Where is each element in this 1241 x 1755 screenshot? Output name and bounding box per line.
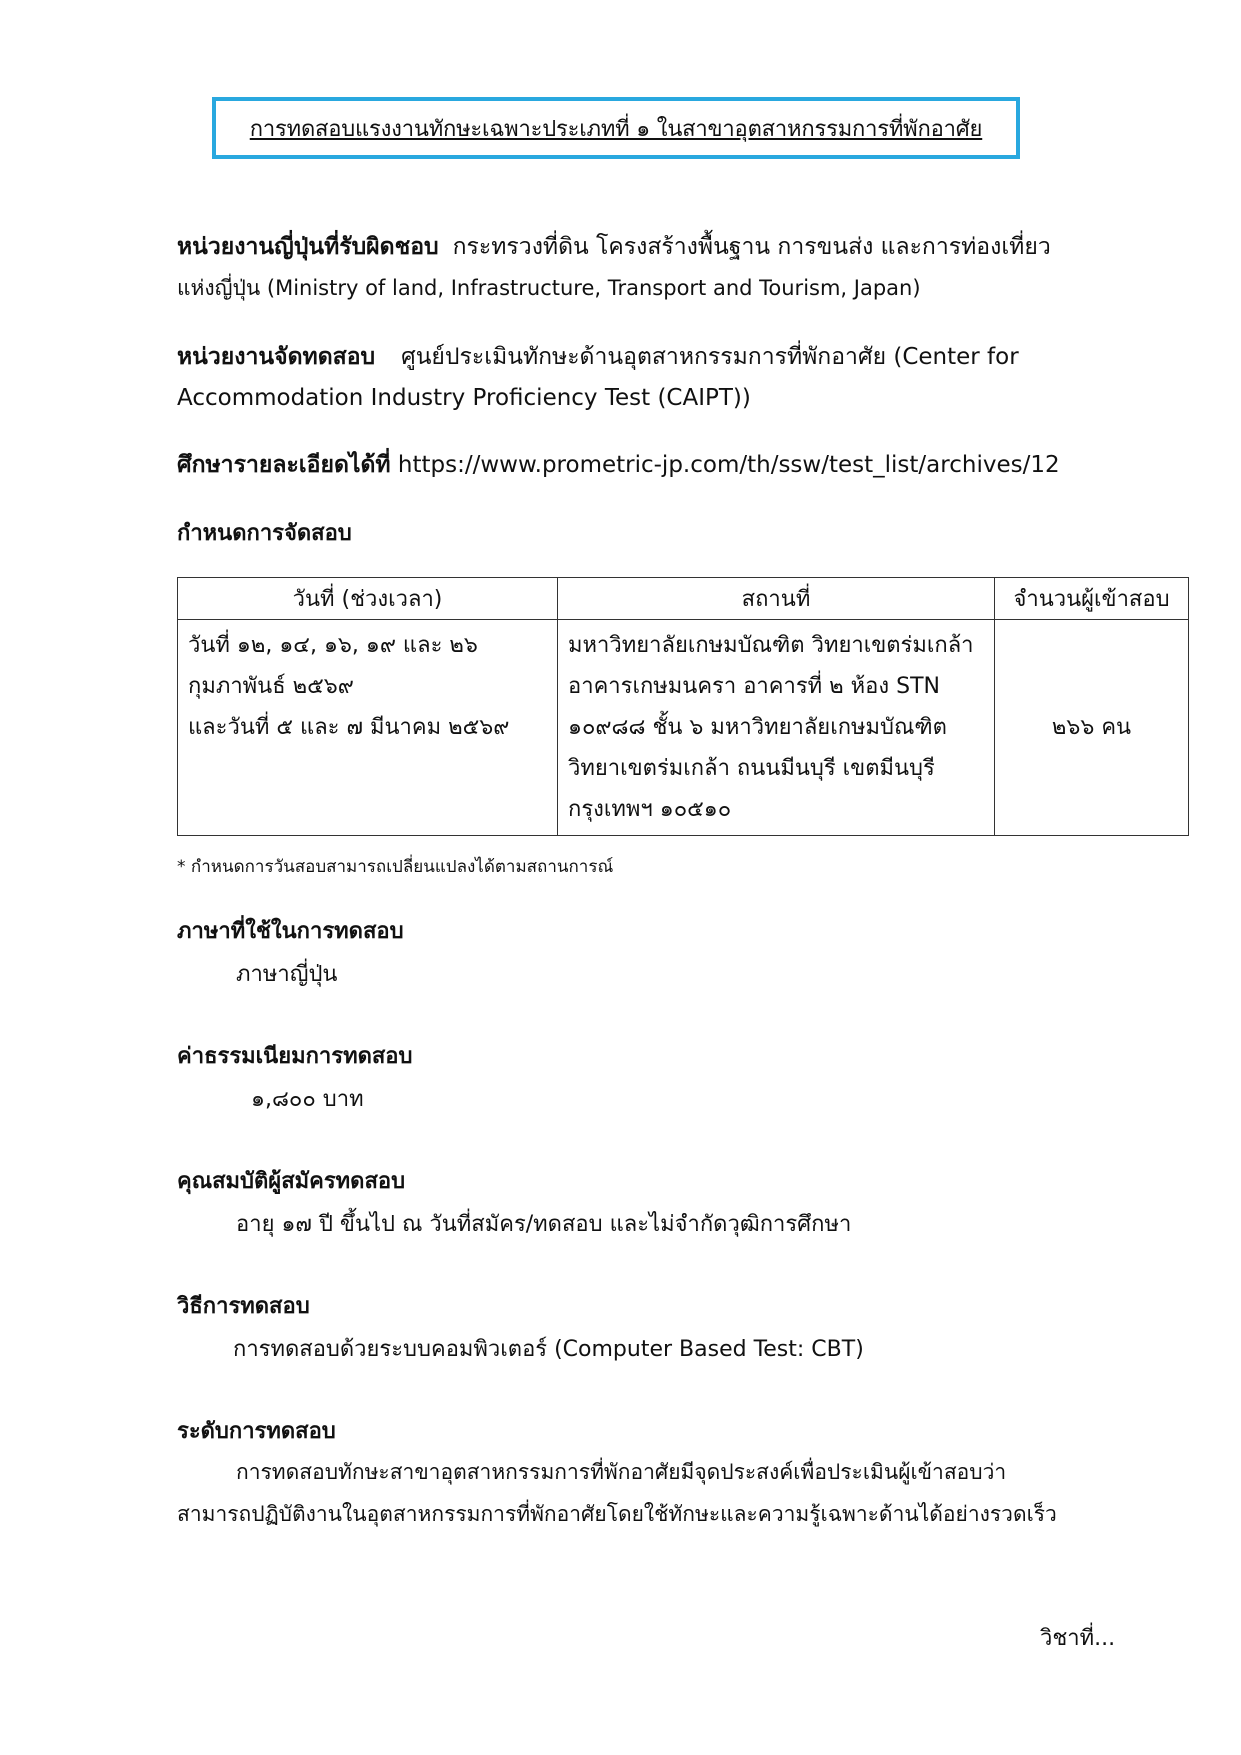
venue-cell [558,620,995,836]
level-heading: ระดับการทดสอบ [177,1419,336,1444]
fee-heading: ค่าธรรมเนียมการทดสอบ [177,1044,413,1069]
language-heading: ภาษาที่ใช้ในการทดสอบ [177,919,404,944]
responsible-line2: แห่งญี่ปุ่น (Ministry of land, Infrastructure, Transport and Tourism, Japan) [177,276,921,300]
column-header-date: วันที่ (ช่วงเวลา) [178,578,558,620]
venue-line-1: มหาวิทยาลัยเกษมบัณฑิต วิทยาเขตร่มเกล้า [568,633,974,658]
organizer-label: หน่วยงานจัดทดสอบ [177,344,376,370]
table-row [178,620,1189,836]
column-header-venue: สถานที่ [558,578,995,620]
responsible-label: หน่วยงานญี่ปุ่นที่รับผิดชอบ [177,234,439,260]
qualification-heading: คุณสมบัติผู้สมัครทดสอบ [177,1169,406,1194]
table-header-row [178,578,1189,620]
details-url[interactable]: https://www.prometric-jp.com/th/ssw/test_list/archives/12 [397,452,1060,478]
schedule-note: * กำหนดการวันสอบสามารถเปลี่ยนแปลงได้ตามสถานการณ์ [177,857,614,877]
date-line-1: วันที่ ๑๒, ๑๔, ๑๖, ๑๙ และ ๒๖ [188,633,478,658]
column-header-count: จำนวนผู้เข้าสอบ [995,578,1189,620]
organizer-line1: ศูนย์ประเมินทักษะด้านอุตสาหกรรมการที่พักอาศัย (Center for [401,344,1019,370]
responsible-agency [177,227,1127,309]
fee-value: ๑,๘๐๐ บาท [251,1087,364,1112]
date-cell [178,620,558,836]
organizer-agency [177,337,1127,419]
details-label: ศึกษารายละเอียดได้ที่ [177,452,391,478]
schedule-table [177,577,1189,836]
level-line-2: สามารถปฏิบัติงานในอุตสาหกรรมการที่พักอาศัยโดยใช้ทักษะและความรู้เฉพาะด้านได้อย่างรวดเร็ว [177,1502,1057,1526]
qualification-value: อายุ ๑๗ ปี ขึ้นไป ณ วันที่สมัคร/ทดสอบ และไม่จำกัดวุฒิการศึกษา [236,1212,852,1237]
schedule-heading: กำหนดการจัดสอบ [177,521,352,546]
date-line-2: กุมภาพันธ์ ๒๕๖๙ [188,674,354,699]
date-line-3: และวันที่ ๕ และ ๗ มีนาคม ๒๕๖๙ [188,715,510,740]
venue-line-5: กรุงเทพฯ ๑๐๕๑๐ [568,797,732,822]
count-cell: ๒๖๖ คน [995,620,1189,836]
venue-line-2: อาคารเกษมนครา อาคารที่ ๒ ห้อง STN [568,674,940,699]
responsible-line1: กระทรวงที่ดิน โครงสร้างพื้นฐาน การขนส่ง และการท่องเที่ยว [452,234,1051,260]
details-link-line [177,445,1127,486]
method-value: การทดสอบด้วยระบบคอมพิวเตอร์ (Computer Based Test: CBT) [233,1337,864,1362]
document-title: การทดสอบแรงงานทักษะเฉพาะประเภทที่ ๑ ในสาขาอุตสาหกรรมการที่พักอาศัย [249,116,983,142]
level-line-1: การทดสอบทักษะสาขาอุตสาหกรรมการที่พักอาศัยมีจุดประสงค์เพื่อประเมินผู้เข้าสอบว่า [236,1460,1007,1484]
title-box [212,97,1020,159]
organizer-line2: Accommodation Industry Proficiency Test (CAIPT)) [177,385,751,411]
page-continuation: วิชาที่... [1040,1626,1116,1651]
method-heading: วิธีการทดสอบ [177,1294,310,1319]
venue-line-3: ๑๐๙๘๘ ชั้น ๖ มหาวิทยาลัยเกษมบัณฑิต [568,715,947,740]
venue-line-4: วิทยาเขตร่มเกล้า ถนนมีนบุรี เขตมีนบุรี [568,756,935,781]
language-value: ภาษาญี่ปุ่น [236,962,338,987]
